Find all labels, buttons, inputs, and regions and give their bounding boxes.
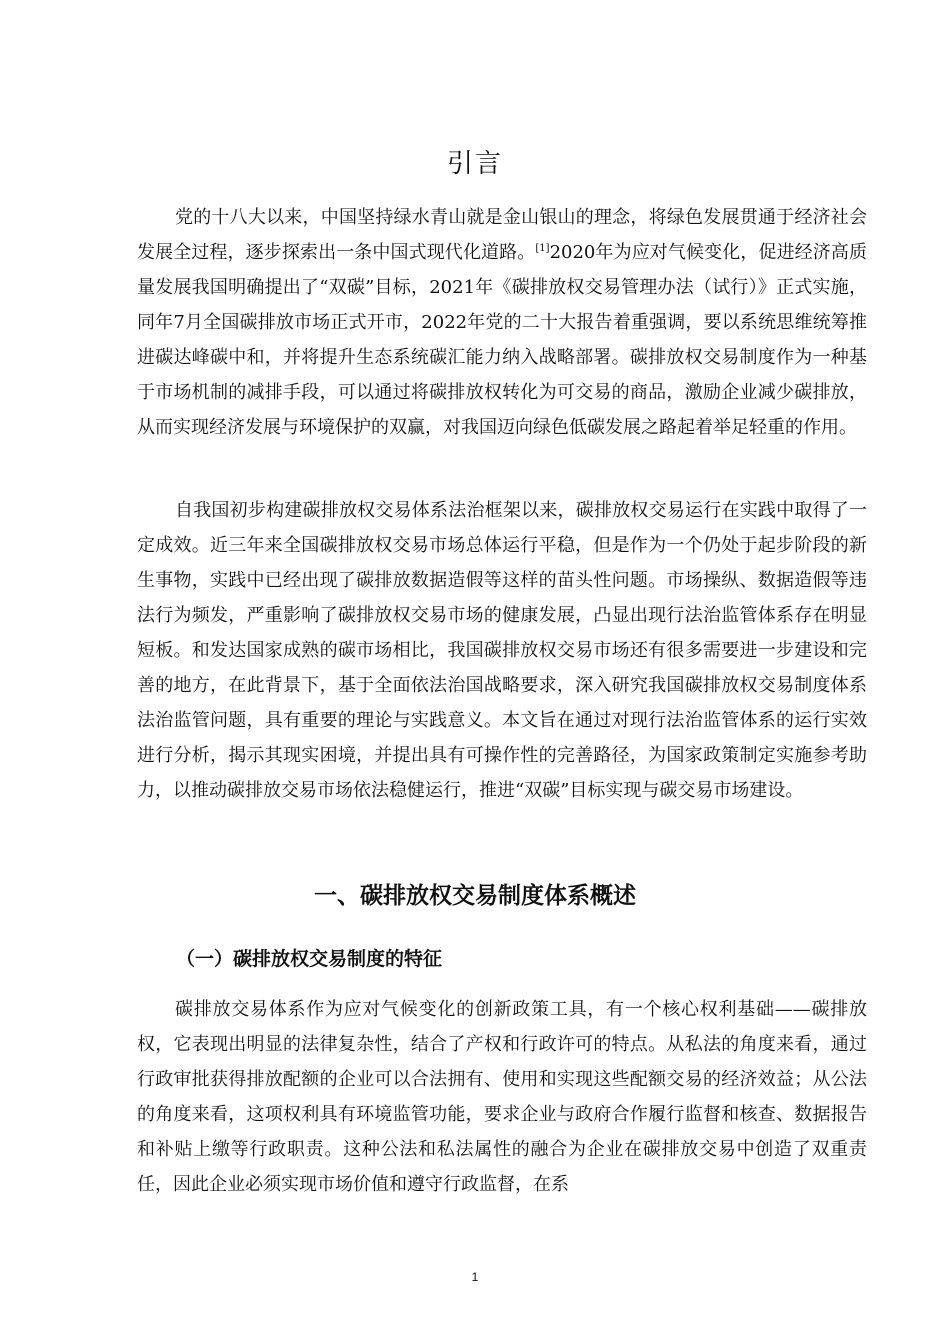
section-paragraph: 碳排放交易体系作为应对气候变化的创新政策工具，有一个核心权利基础——碳排放权，它表现出明显的法律复杂性，结合了产权和行政许可的特点。从私法的角度来看，通过行政审批获得排放配额的企业可以合法拥有、使用和实现这些配额交易的经济效益；从公法的角度来看，这项权利具有环境监管功能，要求企业与政府合作履行监督和核查、数据报告和补贴上缴等行政职责。这种公法和私法属性的融合为企业在碳排放交易中创造了双重责任，因此企业必须实现市场价值和遵守行政监督，在系	[137, 999, 867, 1195]
intro-paragraph-1-text: 党的十八大以来，中国坚持绿水青山就是金山银山的理念，将绿色发展贯通于经济社会发展全过程，逐步探索出一条中国式现代化道路。	[137, 207, 867, 263]
page-title: 引言	[446, 149, 503, 179]
intro-paragraph-1-text-cont: 2020年为应对气候变化，促进经济高质量发展我国明确提出了“双碳”目标，2021年《碳排放权交易管理办法（试行）》正式实施，同年7月全国碳排放市场正式开市，2022年党的二十大报告着重强调，要以系统思维统筹推进碳达峰碳中和，并将提升生态系统碳汇能力纳入战略部署。碳排放权交易制度作为一种基于市场机制的减排手段，可以通过将碳排放权转化为可交易的商品，激励企业减少碳排放，从而实现经济发展与环境保护的双赢，对我国迈向绿色低碳发展之路起着举足轻重的作用。	[137, 242, 867, 438]
page-number: 1	[471, 1270, 479, 1284]
intro-paragraph-2: 自我国初步构建碳排放权交易体系法治框架以来，碳排放权交易运行在实践中取得了一定成效。近三年来全国碳排放权交易市场总体运行平稳，但是作为一个仍处于起步阶段的新生事物，实践中已经出现了碳排放数据造假等这样的苗头性问题。市场操纵、数据造假等违法行为频发，严重影响了碳排放权交易市场的健康发展，凸显出现行法治监管体系存在明显短板。和发达国家成熟的碳市场相比，我国碳排放权交易市场还有很多需要进一步建设和完善的地方，在此背景下，基于全面依法治国战略要求，深入研究我国碳排放权交易制度体系法治监管问题，具有重要的理论与实践意义。本文旨在通过对现行法治监管体系的运行实效进行分析，揭示其现实困境，并提出具有可操作性的完善路径，为国家政策制定实施参考助力，以推动碳排放交易市场依法稳健运行，推进“双碳”目标实现与碳交易市场建设。	[137, 500, 867, 801]
intro-paragraph-1	[137, 200, 867, 445]
section-heading: 一、碳排放权交易制度体系概述	[314, 883, 636, 909]
subsection-heading: （一）碳排放权交易制度的特征	[176, 948, 443, 970]
citation-ref: [1]	[535, 243, 550, 254]
